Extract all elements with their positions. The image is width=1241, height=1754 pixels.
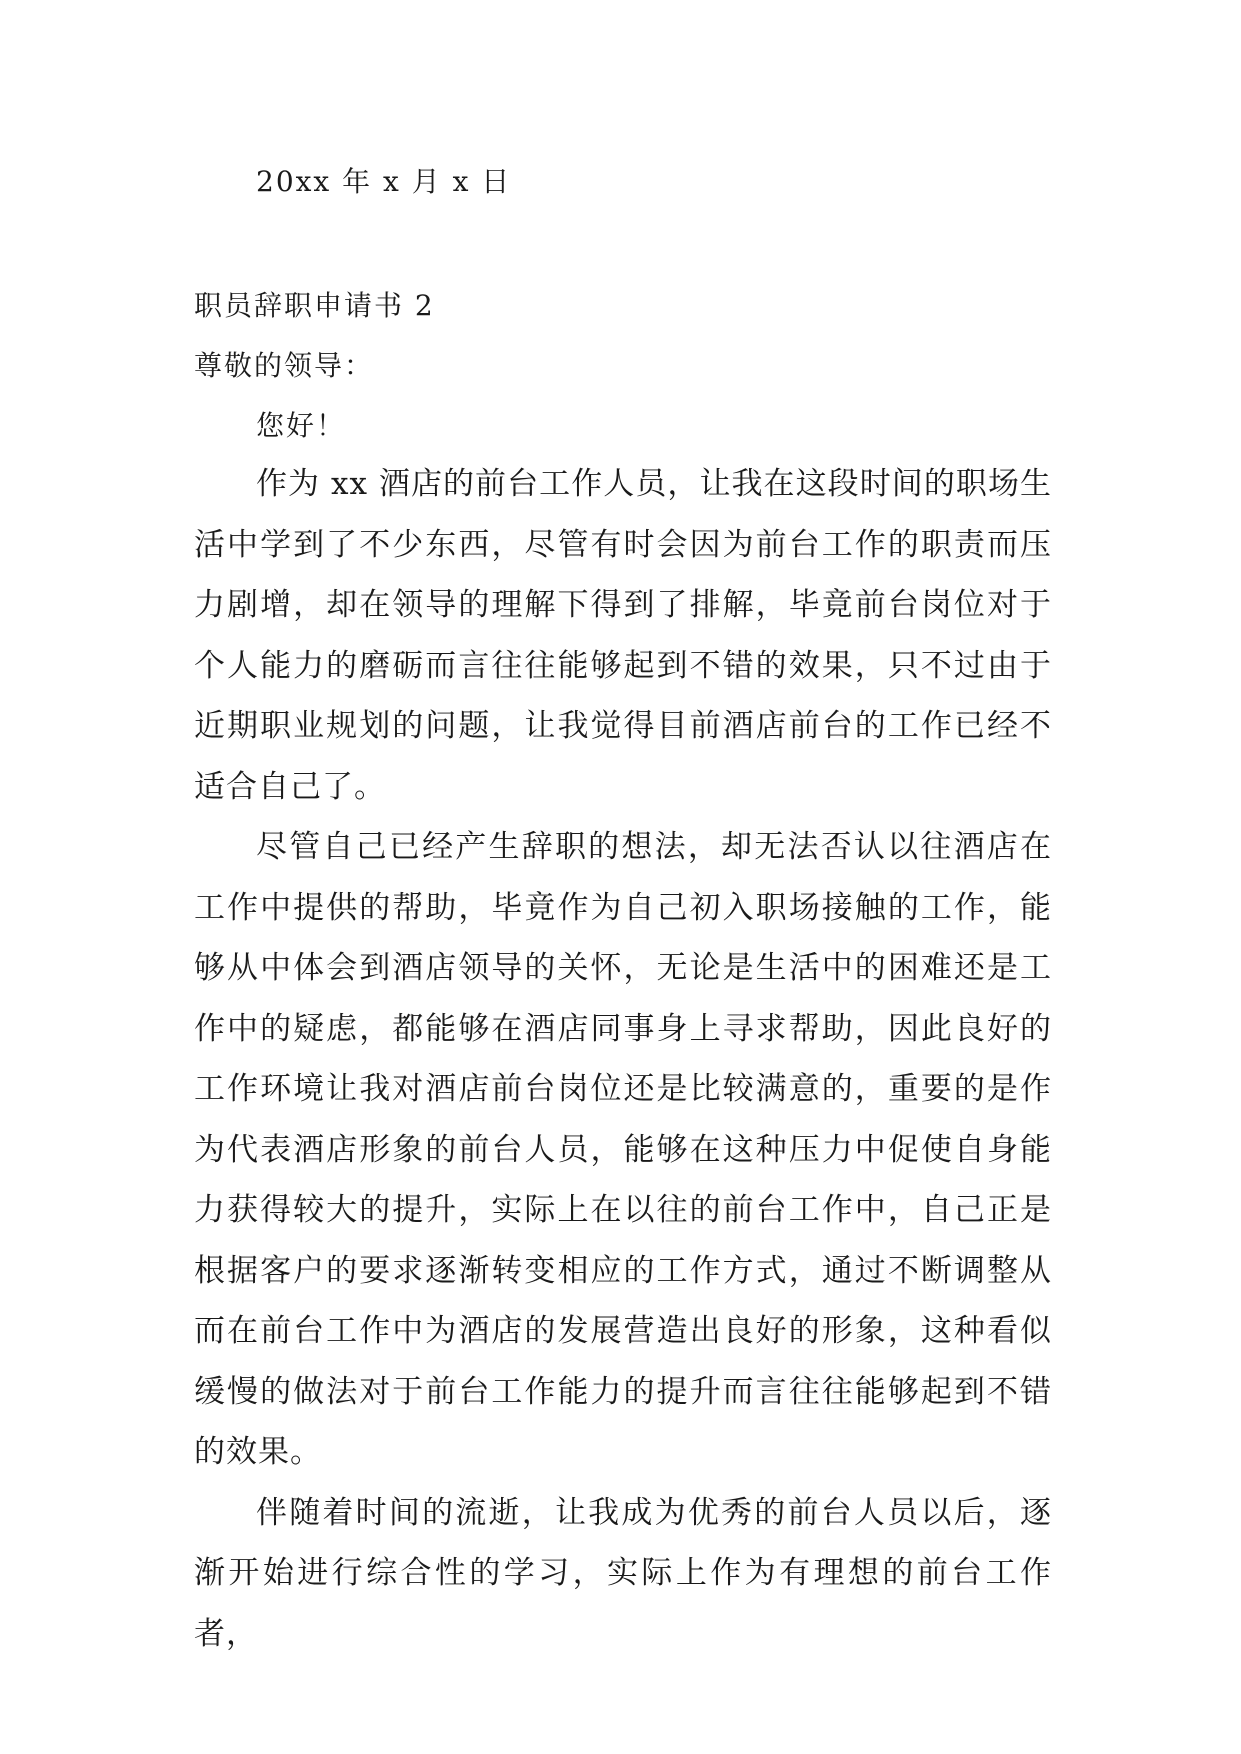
letter-date: 20xx 年 x 月 x 日 [256, 165, 512, 198]
body-paragraph-2: 尽管自己已经产生辞职的想法，却无法否认以往酒店在工作中提供的帮助，毕竟作为自己初入职场接触的工作，能够从中体会到酒店领导的关怀，无论是生活中的困难还是工作中的疑虑，都能够在酒店同事身上寻求帮助，因此良好的工作环境让我对酒店前台岗位还是比较满意的，重要的是作为代表酒店形象的前台人员，能够在这种压力中促使自身能力获得较大的提升，实际上在以往的前台工作中，自己正是根据客户的要求逐渐转变相应的工作方式，通过不断调整从而在前台工作中为酒店的发展营造出良好的形象，这种看似缓慢的做法对于前台工作能力的提升而言往往能够起到不错的效果。 [194, 829, 1052, 1470]
letter-greeting: 您好！ [256, 409, 347, 442]
letter-body [194, 454, 1052, 1664]
letter-salutation: 尊敬的领导： [194, 349, 375, 382]
body-paragraph-1: 作为 xx 酒店的前台工作人员，让我在这段时间的职场生活中学到了不少东西，尽管有时会因为前台工作的职责而压力剧增，却在领导的理解下得到了排解，毕竟前台岗位对于个人能力的磨砺而言往往能够起到不错的效果，只不过由于近期职业规划的问题，让我觉得目前酒店前台的工作已经不适合自己了。 [194, 466, 1052, 805]
letter-title: 职员辞职申请书 2 [194, 289, 435, 322]
body-paragraph-3: 伴随着时间的流逝，让我成为优秀的前台人员以后，逐渐开始进行综合性的学习，实际上作为有理想的前台工作者， [194, 1494, 1052, 1652]
